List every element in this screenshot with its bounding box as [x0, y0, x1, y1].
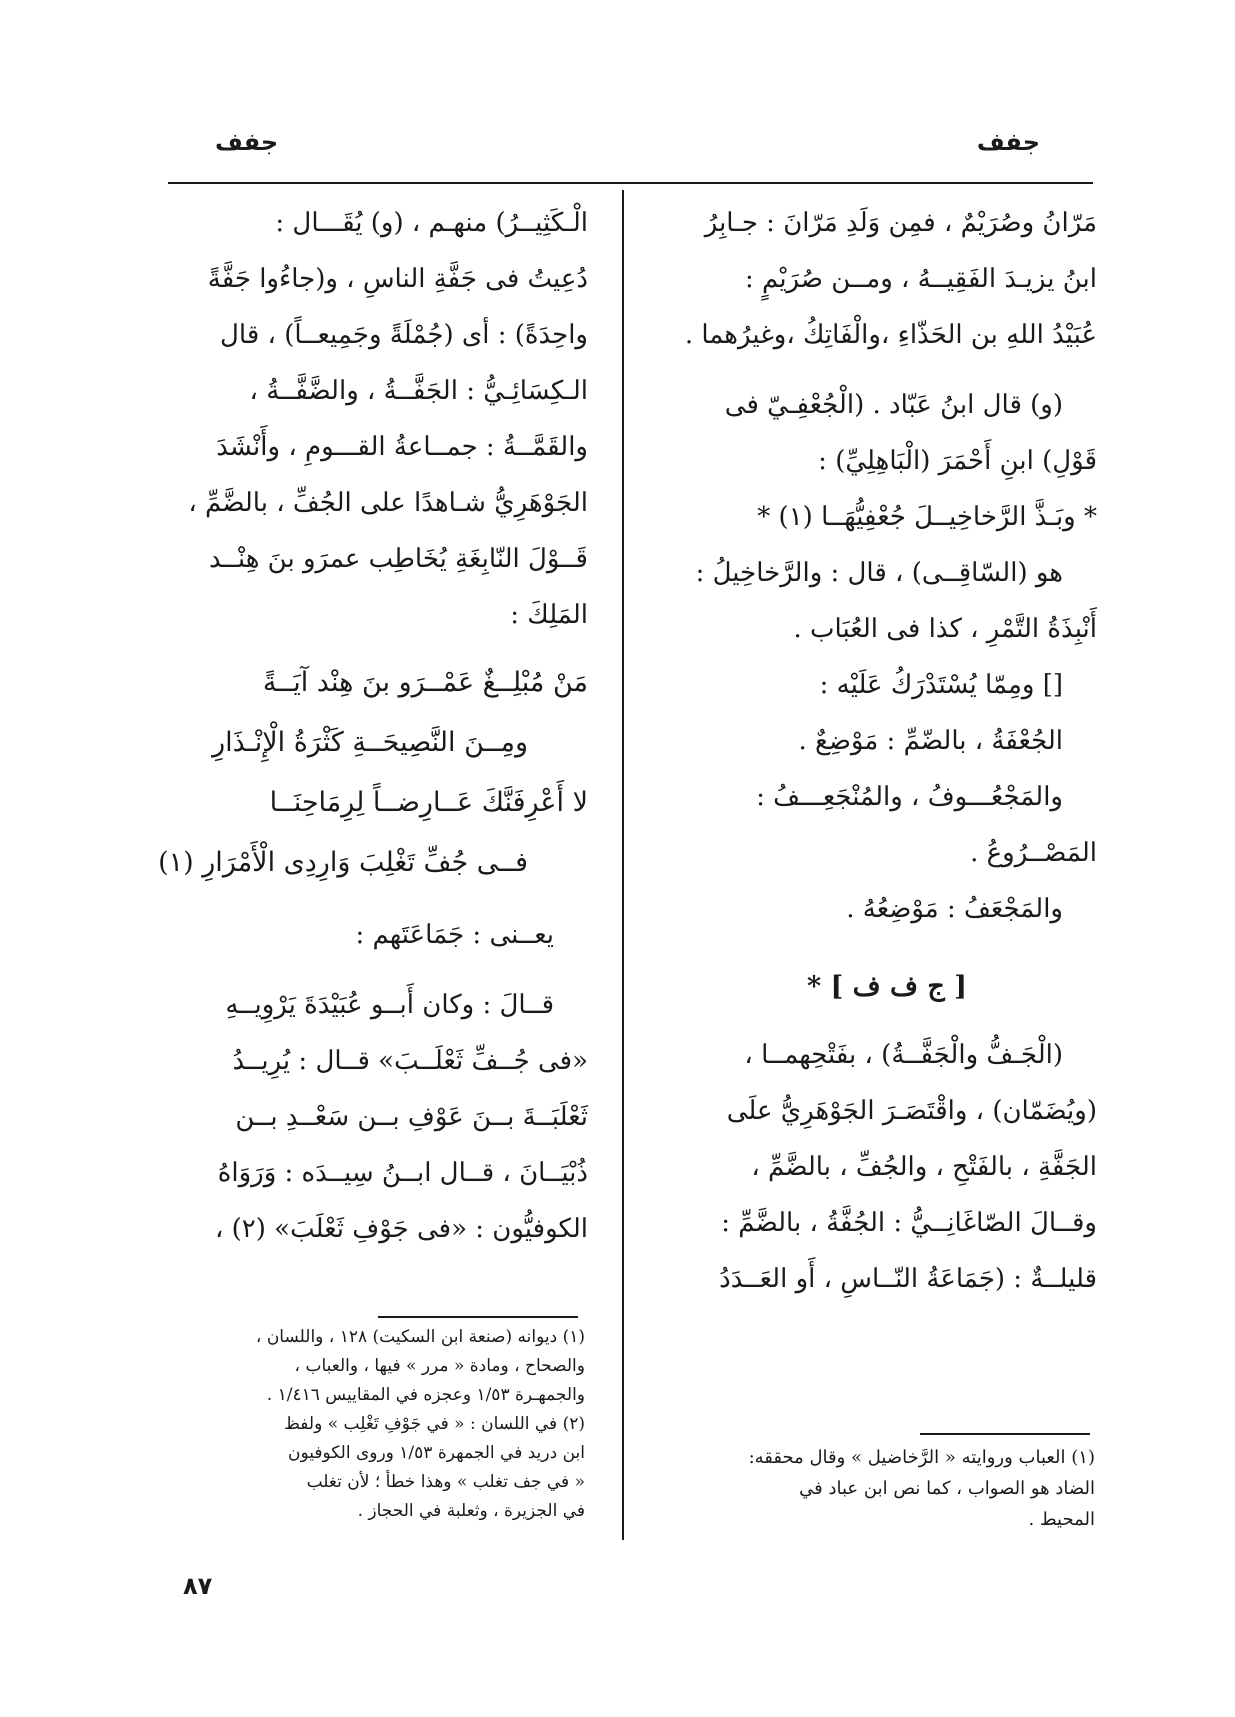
- mustadrak-line: [] ومِمّا يُسْتَدْرَكُ عَلَيْه :: [819, 670, 1063, 700]
- right-column: [677, 195, 1097, 1307]
- text-line: الكوفيُّون : «فى جَوْفِ ثَعْلَبَ» (٢) ،: [214, 1214, 588, 1244]
- text-line: المَلِكَ :: [510, 600, 588, 630]
- text-line: قَوْلِ) ابنِ أَحْمَرَ (الْبَاهِلِيِّ) :: [818, 446, 1097, 476]
- text-line: الْـكَثِيــرُ) منهـم ، (و) يُقَـــال :: [275, 208, 588, 238]
- verse-line: لا أَعْرِفَنَّكَ عَــارِضــاً لِرِمَاحِنَــا: [269, 787, 588, 818]
- text-line: يعــنى : جَمَاعَتَهم :: [355, 920, 554, 950]
- text-line: ابنُ يزيـدَ الفَقِيــهُ ، ومــن صُرَيْمٍ :: [744, 264, 1097, 294]
- verse-line: * وبَـذَّ الرَّخاخِيــلَ جُعْفِيُّهَــا (١) *: [757, 502, 1097, 532]
- text-line: ثَعْلَبَــةَ بــنَ عَوْفِ بــن سَعْــدِ بــن: [235, 1102, 588, 1132]
- footnote-rule-right: [920, 1433, 1090, 1435]
- text-line: الجَفَّةِ ، بالفَتْحِ ، والجُفِّ ، بالضَّمِّ ،: [751, 1152, 1097, 1182]
- footnotes-left: [215, 1323, 585, 1526]
- text-line: (و) قال ابنُ عَبّاد . (الْجُعْفِـيّ فى: [724, 390, 1063, 420]
- text-line: والقَمَّــةُ : جمــاعةُ القـــومِ ، وأَنْشَدَ: [216, 432, 588, 462]
- footnote-line: (١) العباب وروايته « الرَّخاضيل » وقال محققه:: [748, 1447, 1095, 1468]
- header-rule: [168, 182, 1093, 184]
- text-line: ذُبْيَــانَ ، قــال ابــنُ سِيــدَه : وَرَوَاهُ: [217, 1158, 588, 1188]
- text-line: (الْجَـفُّ والْجَفَّــةُ) ، بفَتْحِهمــا ،: [744, 1040, 1063, 1070]
- footnote-line: المحيط .: [1028, 1509, 1095, 1530]
- text-line: الـكِسَائِـيُّ : الجَفَّــةُ ، والضَّفَّــةُ ،: [249, 376, 588, 406]
- text-line: وقــالَ الصّاغَانِــيُّ : الجُفَّةُ ، بالضَّمِّ :: [721, 1208, 1097, 1238]
- text-line: عُبَيْدُ اللهِ بن الحَذّاءِ ،والْفَاتِكُ ،وغيرُهما .: [684, 320, 1097, 350]
- footnote-line: في الجزيرة ، وثعلبة في الحجاز .: [357, 1501, 585, 1521]
- text-line: الجُعْفَةُ ، بالضّمِّ : مَوْضِعٌ .: [798, 726, 1063, 756]
- text-line: قليلــةٌ : (جَمَاعَةُ النّــاسِ ، أَو العَــدَدُ: [719, 1264, 1097, 1294]
- running-header-right: جفف: [976, 128, 1040, 156]
- text-line: أَنْبِذَةُ التَّمْرِ ، كذا فى العُبَاب .: [793, 614, 1097, 644]
- footnote-line: ابن دريد في الجمهرة ١/٥٣ وروى الكوفيون: [287, 1443, 585, 1463]
- verse-line: ومِــنَ النَّصِيحَــةِ كَثْرَةُ الْإِنْـذَارِ: [212, 727, 528, 758]
- verse-line: مَنْ مُبْلِــغٌ عَمْــرَو بنَ هِنْد آيَــةً: [262, 667, 588, 698]
- entry-headword: [ ج ف ف ] *: [806, 971, 968, 1002]
- footnote-line: والجمهـرة ١/٥٣ وعجزه في المقاييس ١/٤١٦ .: [266, 1385, 585, 1405]
- text-line: «فى جُــفِّ ثَعْلَــبَ» قــال : يُرِيــدُ: [232, 1046, 588, 1076]
- footnote-line: (١) ديوانه (صنعة ابن السكيت) ١٢٨ ، واللسان ،: [255, 1327, 585, 1347]
- verse-line: فــى جُفِّ تَغْلِبَ وَارِدِى الْأَمْرَارِ (١): [158, 847, 528, 878]
- text-line: دُعِيتُ فى جَفَّةِ الناسِ ، و(جاءُوا جَفَّةً: [207, 264, 588, 294]
- column-divider: [622, 190, 624, 1540]
- page-number: ٨٧: [183, 1572, 213, 1600]
- text-line: قَــوْلَ النّابِغَةِ يُخَاطِب عمرَو بنَ هِنْــد: [208, 544, 588, 574]
- left-column: [158, 195, 588, 1257]
- text-line: قــالَ : وكان أَبــو عُبَيْدَةَ يَرْوِيــهِ: [225, 990, 554, 1020]
- text-line: (ويُضَمّان) ، واقْتَصَـرَ الجَوْهَرِيُّ علَى: [726, 1096, 1097, 1126]
- footnote-line: (٢) في اللسان : « في جَوْفِ تَغْلِب » ولفظ: [284, 1414, 585, 1434]
- text-line: المَصْــرُوعُ .: [970, 838, 1097, 868]
- text-line: الجَوْهَرِيُّ شـاهدًا على الجُفِّ ، بالضَّمِّ ،: [188, 488, 588, 518]
- footnotes-right: [665, 1442, 1095, 1535]
- text-line: واحِدَةً) : أى (جُمْلَةً وجَمِيعــاً) ، قال: [220, 320, 588, 350]
- footnote-line: الضاد هو الصواب ، كما نص ابن عباد في: [799, 1478, 1095, 1499]
- text-line: والمَجْعَفُ : مَوْضِعُهُ .: [846, 894, 1063, 924]
- text-line: هو (السّاقِــى) ، قال : والرَّخاخِيلُ :: [695, 558, 1063, 588]
- footnote-line: « في جف تغلب » وهذا خطأ ؛ لأن تغلب: [306, 1472, 585, 1492]
- text-line: والمَجْعُـــوفُ ، والمُنْجَعِـــفُ :: [756, 782, 1063, 812]
- running-header-left: جفف: [215, 128, 279, 156]
- footnote-line: والصحاح ، ومادة « مرر » فيها ، والعباب ،: [294, 1356, 585, 1376]
- footnote-rule-left: [378, 1316, 578, 1318]
- text-line: مَرّانُ وصُرَيْمٌ ، فمِن وَلَدِ مَرّانَ : جـابِرُ: [704, 208, 1097, 238]
